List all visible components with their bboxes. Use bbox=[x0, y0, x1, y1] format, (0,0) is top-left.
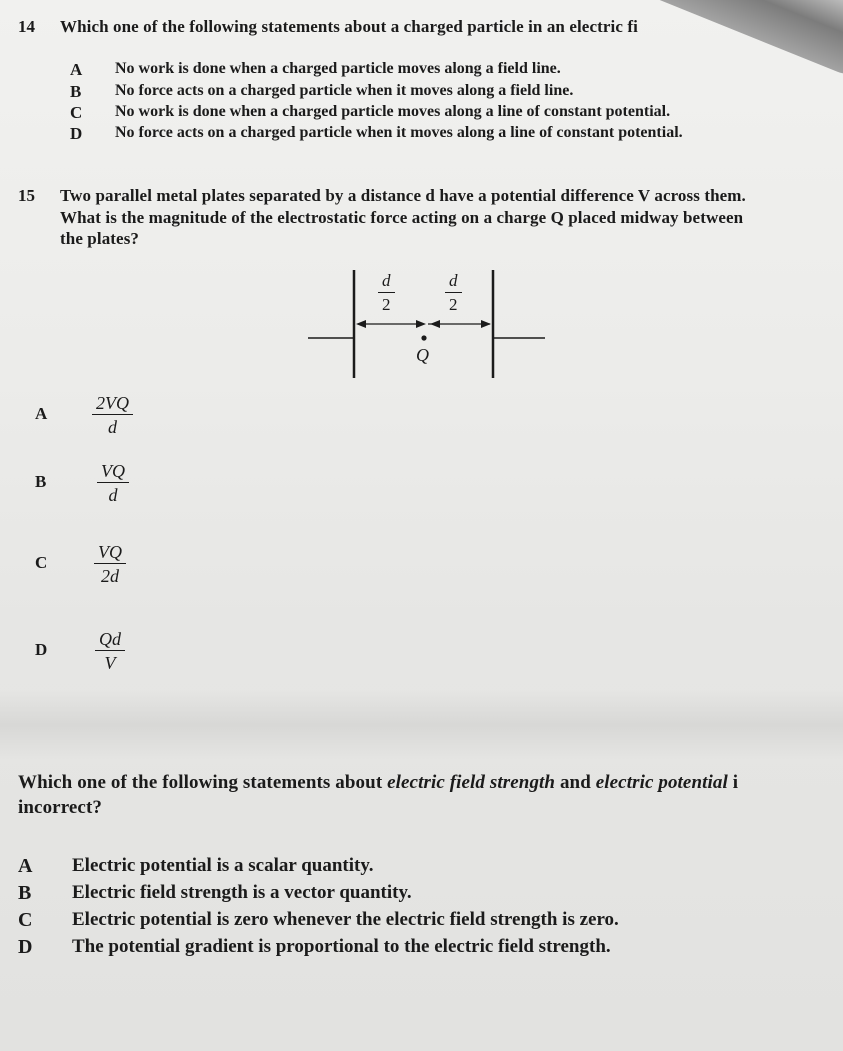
option-a-text: No work is done when a charged particle moves along a field line. bbox=[115, 60, 561, 77]
fraction-denominator: 2 bbox=[449, 295, 458, 314]
stem-text: and bbox=[555, 772, 596, 793]
tape-strip bbox=[550, 0, 843, 83]
fraction-denominator: V bbox=[104, 653, 116, 673]
option-a-text: Electric potential is a scalar quantity. bbox=[72, 855, 374, 876]
mid-arrowhead-left bbox=[416, 320, 426, 328]
fraction-numerator: d bbox=[378, 270, 395, 293]
option-b-letter: B bbox=[35, 472, 47, 491]
stem-emphasis: electric potential bbox=[595, 772, 728, 793]
option-d-letter: D bbox=[18, 936, 33, 958]
question-stem-line-1 bbox=[18, 772, 738, 794]
option-a-fraction bbox=[92, 392, 133, 439]
option-b-text: Electric field strength is a vector quantity. bbox=[72, 882, 412, 903]
fraction-numerator: VQ bbox=[97, 460, 129, 483]
mid-arrowhead-right bbox=[430, 320, 440, 328]
fraction-denominator: 2d bbox=[101, 566, 119, 586]
fraction-numerator: Qd bbox=[95, 628, 125, 651]
page-shadow bbox=[0, 690, 843, 760]
option-d-text: No force acts on a charged particle when it moves along a line of constant potential. bbox=[115, 124, 683, 141]
right-distance-fraction bbox=[445, 270, 462, 317]
option-d-letter: D bbox=[35, 640, 48, 659]
option-c-letter: C bbox=[18, 909, 33, 931]
option-c-fraction bbox=[94, 541, 126, 588]
option-c-text: No work is done when a charged particle moves along a line of constant potential. bbox=[115, 103, 671, 120]
option-b-fraction bbox=[97, 460, 129, 507]
question-stem-line-1: Two parallel metal plates separated by a distance d have a potential difference V across them. bbox=[60, 186, 746, 205]
option-a-letter: A bbox=[18, 855, 33, 877]
left-distance-fraction bbox=[378, 270, 395, 317]
fraction-denominator: d bbox=[108, 485, 118, 505]
left-arrowhead bbox=[356, 320, 366, 328]
fraction-numerator: 2VQ bbox=[92, 392, 133, 415]
charge-dot bbox=[421, 335, 426, 340]
right-arrowhead bbox=[481, 320, 491, 328]
stem-text: i bbox=[727, 772, 739, 793]
option-a-letter: A bbox=[35, 404, 48, 423]
option-d-text: The potential gradient is proportional to the electric field strength. bbox=[72, 936, 611, 957]
option-c-letter: C bbox=[35, 553, 48, 572]
fraction-denominator: 2 bbox=[382, 295, 391, 314]
option-a-letter: A bbox=[70, 60, 83, 79]
question-stem: Which one of the following statements about a charged particle in an electric fi bbox=[60, 17, 638, 36]
charge-label: Q bbox=[416, 345, 429, 365]
option-c-letter: C bbox=[70, 103, 83, 122]
question-stem-line-2: incorrect? bbox=[18, 797, 102, 818]
question-stem-line-3: the plates? bbox=[60, 229, 140, 248]
question-number: 15 bbox=[18, 186, 35, 205]
option-b-text: No force acts on a charged particle when it moves along a field line. bbox=[115, 82, 574, 99]
option-c-text: Electric potential is zero whenever the electric field strength is zero. bbox=[72, 909, 619, 930]
fraction-denominator: d bbox=[108, 417, 117, 437]
question-number: 14 bbox=[18, 17, 35, 36]
option-d-fraction bbox=[95, 628, 125, 675]
plates-svg bbox=[300, 260, 560, 385]
stem-emphasis: electric field strength bbox=[387, 772, 556, 793]
fraction-numerator: d bbox=[445, 270, 462, 293]
stem-text: Which one of the following statements about bbox=[18, 772, 388, 793]
option-b-letter: B bbox=[18, 882, 32, 904]
question-stem-line-2: What is the magnitude of the electrostatic force acting on a charge Q placed midway between bbox=[60, 208, 744, 227]
option-b-letter: B bbox=[70, 82, 82, 101]
fraction-numerator: VQ bbox=[94, 541, 126, 564]
option-d-letter: D bbox=[70, 124, 83, 143]
